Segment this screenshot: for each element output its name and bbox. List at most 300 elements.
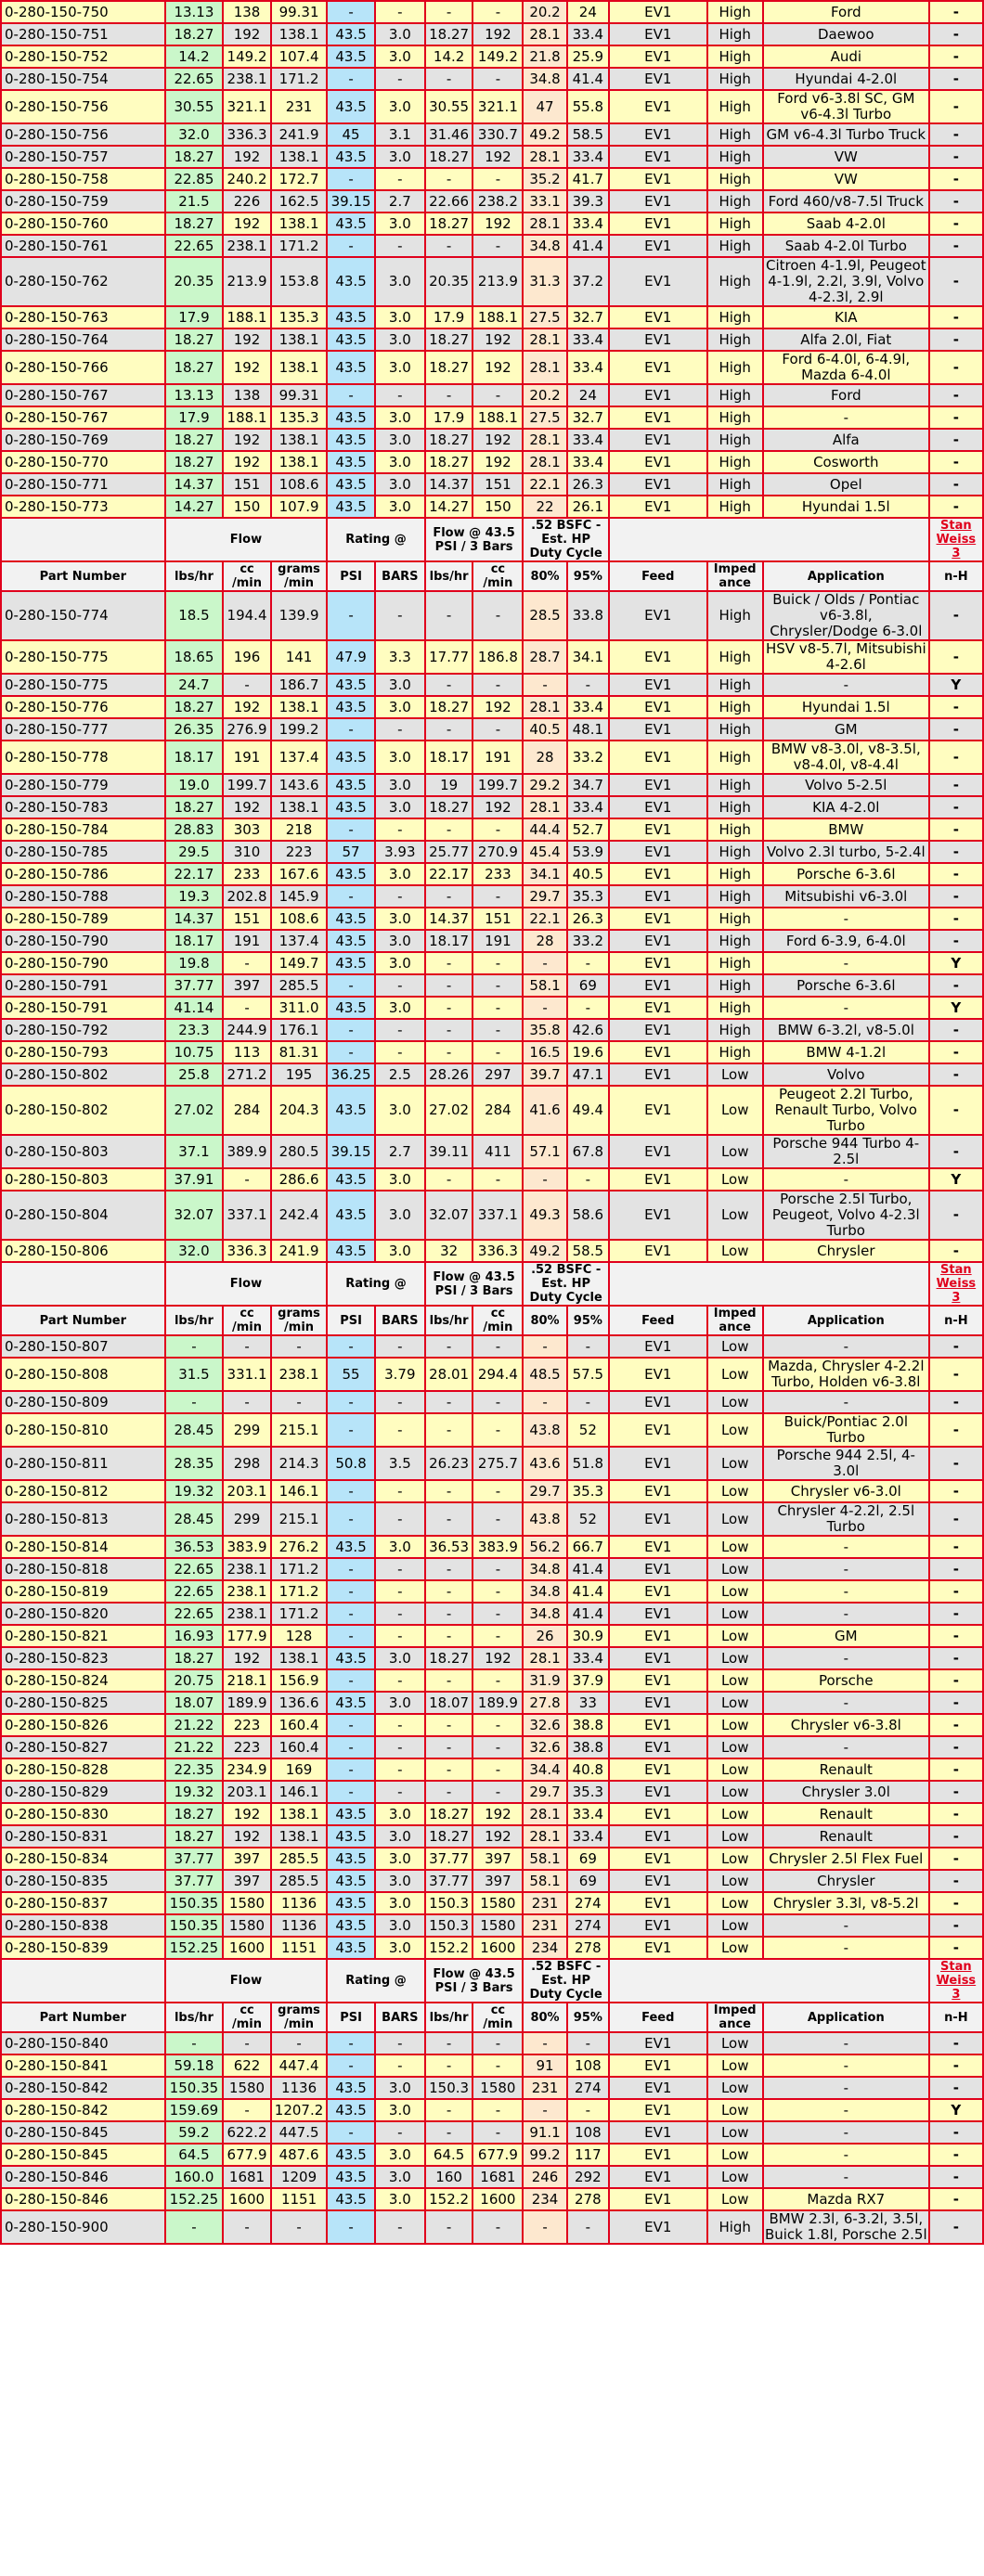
lbs-hr: 160.0 <box>165 2166 223 2188</box>
lbs-hr: 20.35 <box>165 257 223 306</box>
flow-cc-min: - <box>473 384 523 406</box>
part-number: 0-280-150-767 <box>1 406 165 429</box>
rating-psi: 43.5 <box>327 1647 375 1669</box>
flow-cc-min: - <box>473 997 523 1019</box>
n-h: - <box>929 384 983 406</box>
rating-psi: 43.5 <box>327 1240 375 1262</box>
rating-psi: 43.5 <box>327 1870 375 1892</box>
lbs-hr: 37.91 <box>165 1168 223 1191</box>
application: - <box>763 1391 929 1413</box>
hp-80: - <box>523 1391 566 1413</box>
cc-min: 138 <box>223 1 271 23</box>
feed: EV1 <box>609 1848 707 1870</box>
hp-80: 34.1 <box>523 863 566 885</box>
column-header-rating-bars: BARS <box>375 561 425 591</box>
hp-95: - <box>567 1391 609 1413</box>
n-h: - <box>929 2144 983 2166</box>
application: GM v6-4.3l Turbo Truck <box>763 123 929 146</box>
flow-cc-min: 1600 <box>473 1937 523 1959</box>
feed: EV1 <box>609 2210 707 2244</box>
rating-psi: 43.5 <box>327 328 375 351</box>
n-h: - <box>929 741 983 774</box>
flow-lbs-hr: 18.07 <box>425 1692 473 1714</box>
table-row <box>1 90 983 123</box>
table-row <box>1 952 983 974</box>
grams-min: 215.1 <box>271 1502 327 1536</box>
part-number: 0-280-150-756 <box>1 123 165 146</box>
impedance: High <box>707 908 763 930</box>
n-h: - <box>929 1086 983 1135</box>
n-h: - <box>929 696 983 718</box>
feed: EV1 <box>609 591 707 640</box>
lbs-hr: 18.17 <box>165 741 223 774</box>
feed: EV1 <box>609 640 707 674</box>
table-row <box>1 2144 983 2166</box>
rating-bars: - <box>375 1041 425 1063</box>
hp-80: 27.5 <box>523 306 566 328</box>
hp-95: 24 <box>567 1 609 23</box>
table-row <box>1 1625 983 1647</box>
hp-80: 91 <box>523 2054 566 2077</box>
grams-min: 285.5 <box>271 1870 327 1892</box>
feed: EV1 <box>609 1 707 23</box>
feed: EV1 <box>609 1914 707 1937</box>
rating-bars: - <box>375 1781 425 1803</box>
feed: EV1 <box>609 674 707 696</box>
n-h: - <box>929 1041 983 1063</box>
feed: EV1 <box>609 2121 707 2144</box>
stan-weiss-link[interactable]: Stan Weiss 3 <box>936 1263 977 1305</box>
lbs-hr: 22.17 <box>165 863 223 885</box>
cc-min: 177.9 <box>223 1625 271 1647</box>
rating-psi: - <box>327 1758 375 1781</box>
column-header-grams-min: grams /min <box>271 2003 327 2032</box>
part-number: 0-280-150-829 <box>1 1781 165 1803</box>
table-row <box>1 1781 983 1803</box>
rating-psi: - <box>327 2054 375 2077</box>
application: Hyundai 1.5l <box>763 496 929 518</box>
lbs-hr: 14.37 <box>165 908 223 930</box>
feed: EV1 <box>609 1892 707 1914</box>
flow-lbs-hr: 20.35 <box>425 257 473 306</box>
n-h: - <box>929 930 983 952</box>
rating-psi: - <box>327 1413 375 1447</box>
stan-weiss-link[interactable]: Stan Weiss 3 <box>936 519 977 560</box>
grams-min: 108.6 <box>271 908 327 930</box>
rating-bars: 3.0 <box>375 796 425 818</box>
application: Ford 6-3.9, 6-4.0l <box>763 930 929 952</box>
flow-lbs-hr: 18.27 <box>425 146 473 168</box>
flow-cc-min: 337.1 <box>473 1191 523 1240</box>
table-row <box>1 257 983 306</box>
table-row <box>1 1714 983 1736</box>
flow-lbs-hr: 14.37 <box>425 473 473 496</box>
n-h: - <box>929 1063 983 1086</box>
column-header-flow-lbs-hr: lbs/hr <box>425 561 473 591</box>
section-header-row <box>1 1262 983 1306</box>
feed: EV1 <box>609 718 707 741</box>
rating-psi: - <box>327 168 375 190</box>
grams-min: - <box>271 1335 327 1358</box>
lbs-hr: 16.93 <box>165 1625 223 1647</box>
part-number: 0-280-150-819 <box>1 1580 165 1603</box>
rating-psi: - <box>327 1736 375 1758</box>
rating-bars: - <box>375 2210 425 2244</box>
rating-psi: - <box>327 1603 375 1625</box>
rating-bars: 3.0 <box>375 1536 425 1558</box>
flow-cc-min: - <box>473 2099 523 2121</box>
application: - <box>763 952 929 974</box>
cc-min: 188.1 <box>223 406 271 429</box>
cc-min: 192 <box>223 1825 271 1848</box>
rating-psi: - <box>327 1714 375 1736</box>
grams-min: 1136 <box>271 1914 327 1937</box>
impedance: Low <box>707 1086 763 1135</box>
application: Chrysler 3.3l, v8-5.2l <box>763 1892 929 1914</box>
part-number: 0-280-150-770 <box>1 451 165 473</box>
flow-cc-min: 383.9 <box>473 1536 523 1558</box>
flow-lbs-hr: 18.27 <box>425 1647 473 1669</box>
flow-lbs-hr: 150.3 <box>425 1914 473 1937</box>
flow-lbs-hr: 18.27 <box>425 328 473 351</box>
hp-95: 41.4 <box>567 235 609 257</box>
grams-min: 137.4 <box>271 741 327 774</box>
cc-min: 191 <box>223 741 271 774</box>
rating-psi: 47.9 <box>327 640 375 674</box>
cc-min: 203.1 <box>223 1781 271 1803</box>
flow-cc-min: 275.7 <box>473 1447 523 1480</box>
part-number: 0-280-150-809 <box>1 1391 165 1413</box>
lbs-hr: 28.45 <box>165 1502 223 1536</box>
lbs-hr: 13.13 <box>165 384 223 406</box>
table-row <box>1 451 983 473</box>
lbs-hr: 18.27 <box>165 1825 223 1848</box>
impedance: Low <box>707 1714 763 1736</box>
part-number: 0-280-150-834 <box>1 1848 165 1870</box>
impedance: High <box>707 718 763 741</box>
hp-95: - <box>567 2210 609 2244</box>
n-h: - <box>929 306 983 328</box>
rating-psi: - <box>327 2121 375 2144</box>
part-number: 0-280-150-827 <box>1 1736 165 1758</box>
flow-cc-min: - <box>473 1736 523 1758</box>
hp-80: 99.2 <box>523 2144 566 2166</box>
rating-psi: 43.5 <box>327 741 375 774</box>
bsfc-group-header: .52 BSFC - Est. HP Duty Cycle <box>523 518 609 561</box>
flow-lbs-hr: 18.27 <box>425 429 473 451</box>
impedance: High <box>707 90 763 123</box>
lbs-hr: 152.25 <box>165 1937 223 1959</box>
feed: EV1 <box>609 90 707 123</box>
lbs-hr: 18.27 <box>165 1803 223 1825</box>
cc-min: 218.1 <box>223 1669 271 1692</box>
application: Mazda, Chrysler 4-2.2l Turbo, Holden v6-3.8l <box>763 1358 929 1391</box>
application: Mitsubishi v6-3.0l <box>763 885 929 908</box>
part-number: 0-280-150-759 <box>1 190 165 213</box>
hp-95: 33.4 <box>567 696 609 718</box>
feed: EV1 <box>609 1358 707 1391</box>
table-row <box>1 591 983 640</box>
feed: EV1 <box>609 1536 707 1558</box>
rating-group-header: Rating @ <box>327 518 425 561</box>
hp-95: 33.4 <box>567 146 609 168</box>
feed: EV1 <box>609 146 707 168</box>
lbs-hr: 28.83 <box>165 818 223 841</box>
rating-psi: 43.5 <box>327 213 375 235</box>
rating-bars: 3.0 <box>375 328 425 351</box>
rating-bars: 3.0 <box>375 429 425 451</box>
application: Ford <box>763 384 929 406</box>
cc-min: 622.2 <box>223 2121 271 2144</box>
feed: EV1 <box>609 235 707 257</box>
rating-bars: 3.0 <box>375 451 425 473</box>
n-h: - <box>929 718 983 741</box>
flow-lbs-hr: 64.5 <box>425 2144 473 2166</box>
application: - <box>763 1647 929 1669</box>
cc-min: 284 <box>223 1086 271 1135</box>
hp-95: 53.9 <box>567 841 609 863</box>
application: BMW 4-1.2l <box>763 1041 929 1063</box>
rating-bars: - <box>375 1391 425 1413</box>
grams-min: 280.5 <box>271 1135 327 1168</box>
flow-cc-min: 297 <box>473 1063 523 1086</box>
application: - <box>763 1603 929 1625</box>
table-row <box>1 2077 983 2099</box>
injector-table-body <box>1 1 983 2244</box>
impedance: Low <box>707 1391 763 1413</box>
grams-min: 138.1 <box>271 213 327 235</box>
impedance: Low <box>707 1803 763 1825</box>
cc-min: 238.1 <box>223 1580 271 1603</box>
feed: EV1 <box>609 68 707 90</box>
lbs-hr: 18.27 <box>165 429 223 451</box>
flow-cc-min: - <box>473 1714 523 1736</box>
cc-min: - <box>223 1168 271 1191</box>
impedance: High <box>707 1041 763 1063</box>
rating-psi: 43.5 <box>327 2099 375 2121</box>
column-header-impedance: Imped ance <box>707 2003 763 2032</box>
lbs-hr: 13.13 <box>165 1 223 23</box>
stan-weiss-cell <box>929 518 983 561</box>
grams-min: 231 <box>271 90 327 123</box>
cc-min: 299 <box>223 1413 271 1447</box>
flow-cc-min: 192 <box>473 213 523 235</box>
part-number: 0-280-150-790 <box>1 952 165 974</box>
hp-80: 34.8 <box>523 1580 566 1603</box>
cc-min: 389.9 <box>223 1135 271 1168</box>
part-number: 0-280-150-841 <box>1 2054 165 2077</box>
grams-min: 138.1 <box>271 429 327 451</box>
grams-min: 135.3 <box>271 306 327 328</box>
cc-min: 151 <box>223 473 271 496</box>
n-h: - <box>929 406 983 429</box>
section-blank <box>1 1262 165 1306</box>
lbs-hr: 22.65 <box>165 68 223 90</box>
application: VW <box>763 168 929 190</box>
table-row <box>1 429 983 451</box>
impedance: Low <box>707 1480 763 1502</box>
part-number: 0-280-150-811 <box>1 1447 165 1480</box>
table-row <box>1 2054 983 2077</box>
part-number: 0-280-150-846 <box>1 2166 165 2188</box>
cc-min: - <box>223 1335 271 1358</box>
application: - <box>763 1558 929 1580</box>
impedance: High <box>707 190 763 213</box>
rating-bars: 3.0 <box>375 674 425 696</box>
rating-bars: 3.0 <box>375 1892 425 1914</box>
lbs-hr: 19.32 <box>165 1480 223 1502</box>
application: Chrysler v6-3.0l <box>763 1480 929 1502</box>
hp-95: 52 <box>567 1502 609 1536</box>
rating-psi: - <box>327 885 375 908</box>
hp-95: 33.2 <box>567 930 609 952</box>
flow-cc-min: 330.7 <box>473 123 523 146</box>
rating-bars: 3.0 <box>375 306 425 328</box>
hp-95: - <box>567 674 609 696</box>
flow-cc-min: 192 <box>473 351 523 384</box>
impedance: High <box>707 863 763 885</box>
flow-cc-min: - <box>473 68 523 90</box>
application: BMW v8-3.0l, v8-3.5l, v8-4.0l, v8-4.4l <box>763 741 929 774</box>
feed: EV1 <box>609 1669 707 1692</box>
impedance: Low <box>707 1447 763 1480</box>
lbs-hr: 26.35 <box>165 718 223 741</box>
hp-80: 45.4 <box>523 841 566 863</box>
grams-min: 135.3 <box>271 406 327 429</box>
column-header-rating-bars: BARS <box>375 2003 425 2032</box>
flow-cc-min: - <box>473 1781 523 1803</box>
flow-group-header: Flow <box>165 1959 328 2003</box>
flow-cc-min: 191 <box>473 930 523 952</box>
hp-80: 49.2 <box>523 1240 566 1262</box>
flow-lbs-hr: 150.3 <box>425 2077 473 2099</box>
hp-80: 34.8 <box>523 1558 566 1580</box>
rating-bars: 2.7 <box>375 1135 425 1168</box>
table-row <box>1 1603 983 1625</box>
table-row <box>1 496 983 518</box>
impedance: Low <box>707 1781 763 1803</box>
hp-80: 28.1 <box>523 23 566 45</box>
feed: EV1 <box>609 696 707 718</box>
hp-80: 49.3 <box>523 1191 566 1240</box>
n-h: - <box>929 168 983 190</box>
flow-lbs-hr: - <box>425 1168 473 1191</box>
table-row <box>1 1135 983 1168</box>
part-number: 0-280-150-791 <box>1 974 165 997</box>
flow-lbs-hr: 22.17 <box>425 863 473 885</box>
application: Chrysler 3.0l <box>763 1781 929 1803</box>
flow-lbs-hr: - <box>425 1669 473 1692</box>
impedance: High <box>707 796 763 818</box>
grams-min: 1136 <box>271 1892 327 1914</box>
rating-bars: 3.0 <box>375 45 425 68</box>
grams-min: 136.6 <box>271 1692 327 1714</box>
impedance: Low <box>707 1892 763 1914</box>
column-header-n-h: n-H <box>929 1306 983 1335</box>
impedance: High <box>707 741 763 774</box>
cc-min: 238.1 <box>223 1558 271 1580</box>
impedance: Low <box>707 2121 763 2144</box>
rating-psi: - <box>327 68 375 90</box>
feed: EV1 <box>609 818 707 841</box>
rating-bars: - <box>375 384 425 406</box>
n-h: - <box>929 1335 983 1358</box>
lbs-hr: 28.45 <box>165 1413 223 1447</box>
lbs-hr: 19.3 <box>165 885 223 908</box>
cc-min: 202.8 <box>223 885 271 908</box>
flow-lbs-hr: 14.2 <box>425 45 473 68</box>
flow-cc-min: - <box>473 591 523 640</box>
rating-bars: - <box>375 1580 425 1603</box>
n-h: - <box>929 1848 983 1870</box>
flow-cc-min: 238.2 <box>473 190 523 213</box>
n-h: - <box>929 1892 983 1914</box>
cc-min: 149.2 <box>223 45 271 68</box>
application: - <box>763 1335 929 1358</box>
hp-80: 29.7 <box>523 1480 566 1502</box>
column-header-lbs-hr: lbs/hr <box>165 561 223 591</box>
rating-psi: - <box>327 818 375 841</box>
part-number: 0-280-150-769 <box>1 429 165 451</box>
flow-lbs-hr: - <box>425 384 473 406</box>
hp-95: 37.9 <box>567 1669 609 1692</box>
grams-min: 107.4 <box>271 45 327 68</box>
hp-80: 43.8 <box>523 1413 566 1447</box>
lbs-hr: 18.27 <box>165 328 223 351</box>
hp-80: 28.5 <box>523 591 566 640</box>
lbs-hr: 18.27 <box>165 351 223 384</box>
flow-lbs-hr: 30.55 <box>425 90 473 123</box>
part-number: 0-280-150-842 <box>1 2077 165 2099</box>
hp-80: 234 <box>523 1937 566 1959</box>
feed: EV1 <box>609 429 707 451</box>
rating-bars: - <box>375 974 425 997</box>
n-h: - <box>929 190 983 213</box>
column-header-lbs-hr: lbs/hr <box>165 1306 223 1335</box>
rating-psi: 43.5 <box>327 2188 375 2210</box>
hp-95: - <box>567 1335 609 1358</box>
hp-80: 16.5 <box>523 1041 566 1063</box>
impedance: Low <box>707 1914 763 1937</box>
lbs-hr: 14.2 <box>165 45 223 68</box>
column-header-hp-95: 95% <box>567 561 609 591</box>
grams-min: 138.1 <box>271 451 327 473</box>
application: Renault <box>763 1825 929 1848</box>
feed: EV1 <box>609 2188 707 2210</box>
impedance: High <box>707 997 763 1019</box>
flow-lbs-hr: - <box>425 2054 473 2077</box>
cc-min: 331.1 <box>223 1358 271 1391</box>
application: - <box>763 1736 929 1758</box>
hp-95: 274 <box>567 1892 609 1914</box>
rating-psi: 43.5 <box>327 1536 375 1558</box>
cc-min: 310 <box>223 841 271 863</box>
rating-bars: - <box>375 1335 425 1358</box>
hp-95: 26.3 <box>567 473 609 496</box>
table-row <box>1 328 983 351</box>
feed: EV1 <box>609 190 707 213</box>
cc-min: 151 <box>223 908 271 930</box>
application: - <box>763 2121 929 2144</box>
part-number: 0-280-150-900 <box>1 2210 165 2244</box>
flow-cc-min: 321.1 <box>473 90 523 123</box>
part-number: 0-280-150-845 <box>1 2144 165 2166</box>
rating-psi: 43.5 <box>327 2166 375 2188</box>
part-number: 0-280-150-764 <box>1 328 165 351</box>
stan-weiss-link[interactable]: Stan Weiss 3 <box>936 1960 977 2002</box>
rating-psi: 43.5 <box>327 1914 375 1937</box>
part-number: 0-280-150-761 <box>1 235 165 257</box>
